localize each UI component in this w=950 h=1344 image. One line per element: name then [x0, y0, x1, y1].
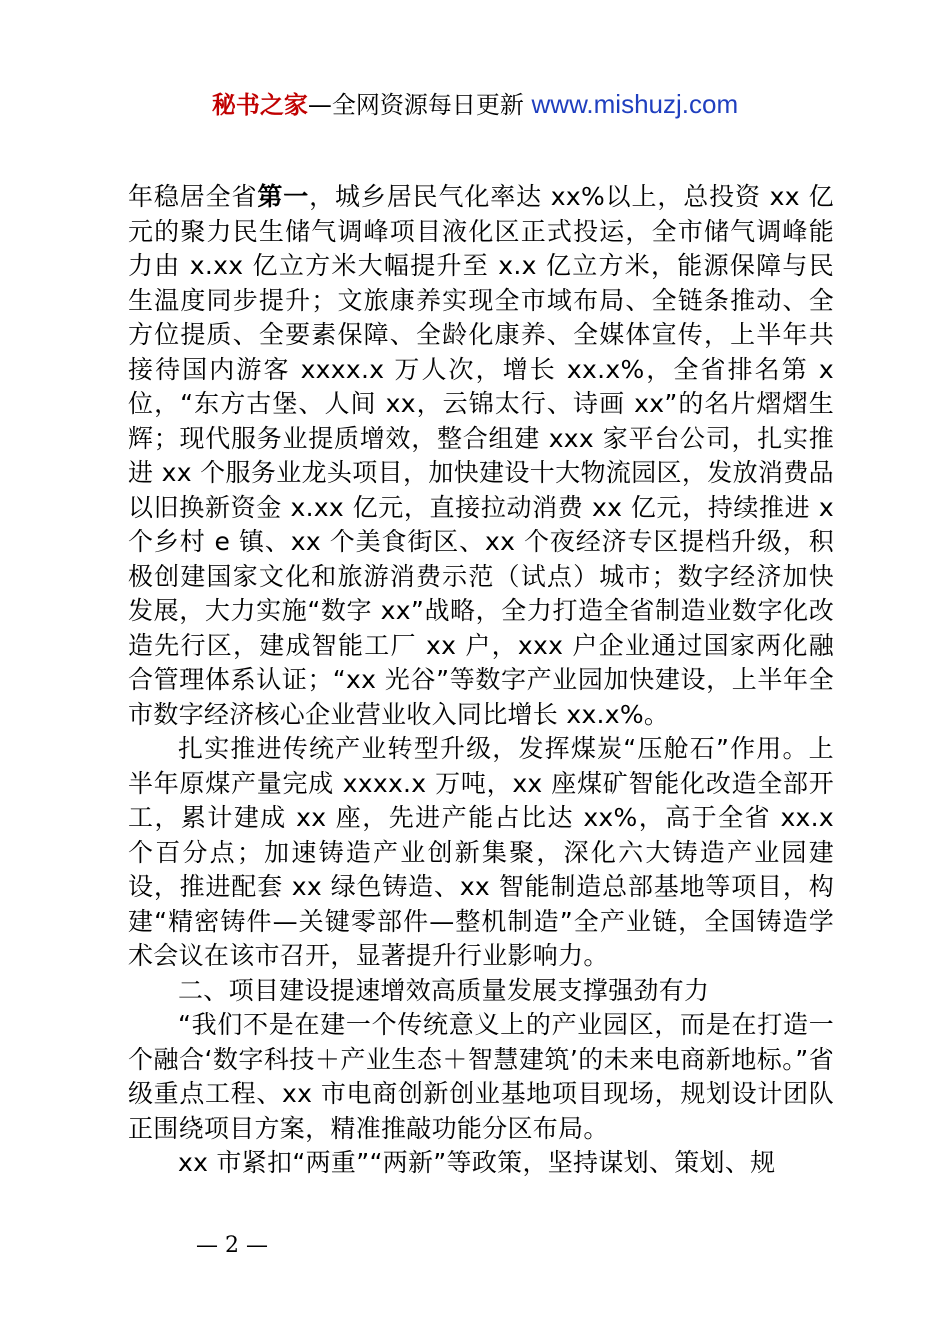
site-url-link[interactable]: www.mishuzj.com	[531, 89, 739, 119]
site-header	[0, 88, 950, 121]
page-number: — 2 —	[196, 1233, 268, 1258]
paragraph-1-bold: 第一	[257, 182, 310, 211]
paragraph-last: xx 市紧扣“两重”“两新”等政策，坚持谋划、策划、规	[178, 1148, 776, 1177]
paragraph-1-lead: 年稳居全省	[128, 182, 258, 211]
document-body	[128, 180, 834, 1181]
paragraph-1-rest: ，城乡居民气化率达 xx%以上，总投资 xx 亿元的聚力民生储气调峰项目液化区正式投运，全市储气调峰能力由 x.xx 亿立方米大幅提升至 x.x 亿立方米，能源保障与民生温度同步提升；文旅康养实现全市域布局、全链条推动、全方位提质、全要素保障、全龄化康养、全媒体宣传，上半年共接待国内游客 xxxx.x 万人次，增长 xx.x%，全省排名第 x 位，“东方古堡、人间 xx，云锦太行、诗画 xx”的名片熠熠生辉；现代服务业提质增效，整合组建 xxx 家平台公司，扎实推进 xx 个服务业龙头项目，加快建设十大物流园区，发放消费品以旧换新资金 x.xx 亿元，直接拉动消费 xx 亿元，持续推进 x 个乡村 e 镇、xx 个美食街区、xx 个夜经济专区提档升级，积极创建国家文化和旅游消费示范（试点）城市；数字经济加快发展，大力实施“数字 xx”战略，全力打造全省制造业数字化改造先行区，建成智能工厂 xx 户，xxx 户企业通过国家两化融合管理体系认证；“xx 光谷”等数字产业园加快建设，上半年全市数字经济核心企业营业收入同比增长 xx.x%。	[128, 182, 834, 729]
paragraph-2: 扎实推进传统产业转型升级，发挥煤炭“压舱石”作用。上半年原煤产量完成 xxxx.x 万吨，xx 座煤矿智能化改造全部开工，累计建成 xx 座，先进产能占比达 xx%，高于全省 xx.x 个百分点；加速铸造产业创新集聚，深化六大铸造产业园建设，推进配套 xx 绿色铸造、xx 智能制造总部基地等项目，构建“精密铸件—关键零部件—整机制造”全产业链，全国铸造学术会议在该市召开，显著提升行业影响力。	[128, 734, 834, 970]
section-heading-2: 二、项目建设提速增效高质量发展支撑强劲有力	[178, 975, 710, 1005]
site-slogan: —全网资源每日更新	[307, 91, 524, 119]
site-brand: 秘书之家	[211, 91, 308, 119]
paragraph-quote: “我们不是在建一个传统意义上的产业园区，而是在打造一个融合‘数字科技＋产业生态＋智慧建筑’的未来电商新地标。”省级重点工程、xx 市电商创新创业基地项目现场，规划设计团队正围绕项目方案，精准推敲功能分区布局。	[128, 1010, 834, 1143]
paragraph-1	[128, 180, 834, 732]
